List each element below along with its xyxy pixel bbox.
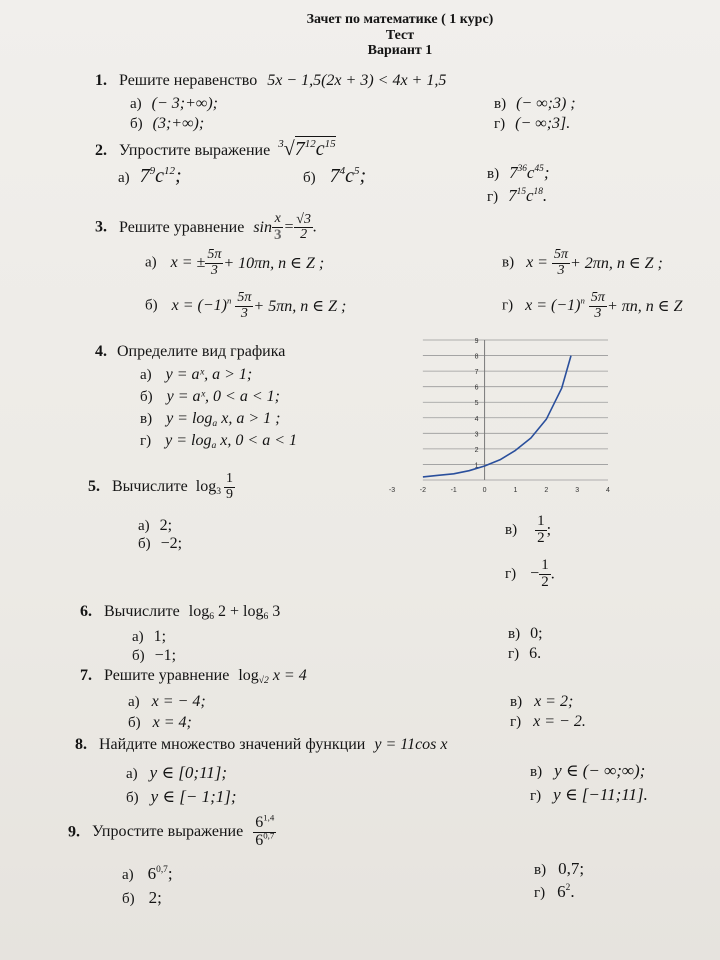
option-prefix: x = ± [170,254,206,272]
base: 7 [508,186,517,205]
denominator: 3 [240,305,248,321]
prefix-text: x = (−1) [525,297,581,315]
question-number: 1. [95,72,107,89]
option-label: в) [534,862,547,878]
option-value: y = aˣ, 0 < a < 1; [166,388,280,405]
option-label: в) [510,694,523,710]
minus-sign: − [530,565,540,583]
function-name: y = log [165,432,212,449]
option-value: y = aˣ, a > 1; [165,366,253,383]
y-tick-label: 6 [474,384,479,392]
option-label: г) [508,646,520,662]
option-v[interactable] [505,514,551,547]
log-expression [189,603,281,620]
option-label: г) [502,297,514,314]
question-number: 7. [80,667,92,684]
option-a[interactable] [138,517,172,535]
option-label: а) [140,367,152,383]
numerator: 5π [590,290,605,305]
option-b[interactable] [145,291,346,321]
option-value [509,163,549,182]
punctuation: ; [543,163,550,182]
variant-label: Вариант 1 [367,43,433,58]
option-label: в) [494,96,507,112]
question-9 [68,812,276,850]
option-label: б) [303,170,316,186]
exponent: 18 [533,187,543,197]
option-label: г) [530,788,542,804]
option-value: −1; [154,647,177,664]
option-g[interactable] [508,645,541,663]
question-expression: y = 11cos x [374,736,448,753]
option-value: y ∈ [− 1;1]; [150,787,237,806]
punctuation: . [542,186,548,205]
option-value: (− 3;+∞); [151,95,218,112]
log-base: a [212,417,218,429]
log-expression [195,478,222,498]
option-value [148,864,173,883]
option-a[interactable] [128,693,206,711]
option-value: −2; [160,535,183,552]
log-base: √2 [258,674,269,686]
question-text: Решите уравнение [104,667,230,684]
log-expression [238,667,306,684]
option-label: б) [140,389,153,405]
denominator: 3 [594,305,602,321]
option-prefix [172,297,232,314]
exponent: n [580,295,585,306]
function-name: log [195,478,217,496]
y-tick-label: 8 [474,353,479,361]
x-tick-label: 2 [544,487,549,494]
prefix-text: x = (−1) [171,297,227,315]
y-tick-label: 7 [474,369,479,377]
punctuation: . [312,218,317,236]
option-g[interactable] [534,882,575,902]
numerator: 1 [537,513,545,529]
option-label: в) [140,411,153,427]
exponent: 4 [339,164,346,177]
exponent: 1,4 [263,812,275,823]
option-label: г) [494,116,506,132]
log-base: 6 [263,610,269,622]
question-text: Упростите выражение [119,142,271,159]
root-expression: $^3√7^{12}c^{15}$ [278,137,336,160]
option-suffix: x, 0 < a < 1 [216,432,297,449]
option-v[interactable] [534,859,584,879]
log-base: 6 [209,610,215,622]
root-index: 3 [278,137,284,150]
option-value: x = − 2. [533,713,586,730]
x-tick-label: 0 [482,487,487,494]
numerator: 1 [226,471,234,486]
option-value: y ∈ [0;11]; [149,763,228,782]
question-text: Вычислите [104,603,180,620]
option-value: 6. [529,645,542,662]
variable: c [526,186,534,205]
option-label: б) [130,116,143,132]
test-subtitle: Тест [385,28,415,43]
function-name: log [238,667,259,684]
question-number: 5. [88,478,100,496]
expression-part: x = 4 [268,667,307,684]
x-tick-label: -3 [388,487,396,494]
base: 7 [294,138,305,160]
option-value: x = − 4; [151,693,206,710]
option-g[interactable] [140,432,297,450]
y-tick-label: 9 [474,338,479,345]
option-value: y ∈ (− ∞;∞); [554,761,646,780]
option-prefix: x = [526,254,552,272]
variable: c [526,163,535,182]
exponent: 15 [324,137,336,150]
x-tick-label: -2 [419,487,426,494]
exponent: 12 [164,164,176,177]
punctuation: . [550,565,555,583]
exponent: 9 [149,164,156,177]
option-value [330,165,367,187]
option-label: б) [126,790,139,806]
function-name: y = log [166,410,213,427]
option-label: г) [505,565,517,582]
option-value [140,165,182,187]
option-label: а) [132,629,144,645]
y-tick-label: 1 [474,462,479,470]
numerator: 5π [553,247,568,262]
fraction [589,291,607,321]
denominator: 3 [210,262,218,278]
exponent: 15 [516,187,526,197]
option-value: (3;+∞); [152,115,205,132]
denominator: 2 [300,227,308,243]
punctuation: . [570,882,575,901]
denominator: 3 [273,226,282,243]
option-v[interactable] [487,163,549,183]
fraction [235,291,253,321]
punctuation: ; [546,521,552,539]
question-number: 4. [95,343,107,360]
option-value [557,882,574,901]
numerator: 5π [207,247,222,262]
fraction [552,248,570,278]
option-label: б) [128,715,141,731]
exponent: 36 [517,164,527,174]
denominator: 3 [557,262,565,278]
exponent: 5 [354,164,360,177]
option-a[interactable] [145,248,324,278]
question-8 [75,736,448,754]
option-value [508,186,547,205]
option-g[interactable] [510,713,586,731]
base: 6 [255,814,264,831]
option-value: (− ∞;3) ; [516,95,576,112]
test-title: Зачет по математике ( 1 курс) [306,12,494,27]
denominator: 2 [541,573,549,590]
numerator: x [272,212,284,228]
option-label: б) [145,297,158,314]
exponent: n [227,295,232,306]
exponent: 0,7 [156,865,168,875]
denominator: 2 [537,529,545,546]
option-a[interactable] [130,95,218,113]
question-5 [88,472,235,502]
question-text: Определите вид графика [117,343,286,360]
question-number: 9. [68,823,80,841]
option-value [165,432,297,449]
question-expression: 5x − 1,5(2x + 3) < 4x + 1,5 [267,72,447,89]
option-v[interactable] [140,410,280,428]
option-label: в) [508,626,521,642]
option-prefix [525,297,585,314]
numerator: 1 [541,557,549,573]
option-b[interactable] [138,535,182,553]
option-value: x = 2; [534,693,574,710]
question-text: Решите неравенство [119,72,258,89]
x-tick-label: 3 [575,487,580,494]
option-label: а) [130,96,142,112]
base: 7 [509,163,518,182]
option-v[interactable] [530,761,645,781]
option-b[interactable] [122,888,162,908]
base: 7 [329,165,340,187]
fraction [294,213,313,243]
option-b[interactable] [130,115,204,133]
option-suffix: + 5πn, n ∈ Z ; [253,298,347,316]
punctuation: ; [167,864,173,883]
question-7 [80,667,307,685]
option-v[interactable] [508,625,543,643]
option-value: y ∈ [−11;11]. [553,785,648,804]
option-label: а) [128,694,140,710]
question-4 [95,343,285,361]
option-a[interactable] [122,864,173,884]
function-name: log [188,603,210,620]
option-label: а) [118,170,130,186]
option-label: а) [126,766,138,782]
x-tick-label: -1 [450,487,457,494]
option-value: 2; [159,517,173,534]
option-suffix: + πn, n ∈ Z [606,298,683,316]
expression-part: 2 + log [214,603,264,620]
fraction [539,558,551,591]
option-label: в) [530,764,543,780]
base: 7 [139,165,150,187]
option-label: б) [138,536,151,552]
option-value: 1; [153,628,167,645]
y-tick-label: 3 [474,431,479,439]
punctuation: ; [175,165,182,187]
question-3: 3. Решите уравнение sin $\frac{x}{3}$ = $\frac{√3}{2}$ . [95,211,317,243]
option-label: г) [534,885,546,901]
option-v[interactable] [494,95,576,113]
option-label: а) [145,254,157,271]
option-label: г) [487,189,499,205]
fraction [253,812,276,850]
denominator [253,830,276,850]
option-suffix: x, a > 1 ; [217,410,281,427]
option-g[interactable] [502,291,683,321]
option-g[interactable] [505,558,555,591]
question-text: Найдите множество значений функции [99,736,366,753]
numerator: √3 [296,211,311,227]
y-tick-label: 5 [474,400,479,408]
option-a[interactable] [132,628,166,646]
option-value [166,410,280,427]
option-value: x = 4; [152,714,192,731]
option-label: г) [140,433,152,449]
fraction [272,212,284,243]
option-label: а) [138,518,150,534]
exponent: 12 [304,137,316,150]
fraction [224,472,235,502]
option-b[interactable] [303,165,366,188]
option-v[interactable] [510,693,573,711]
base: 6 [255,831,264,849]
punctuation: ; [359,165,367,187]
fraction [205,248,223,278]
series-line [423,353,571,477]
option-value: 0,7; [558,859,585,878]
option-suffix: + 10πn, n ∈ Z ; [223,255,325,273]
option-label: в) [505,521,518,538]
option-a[interactable] [118,165,182,188]
question-6 [80,603,280,621]
base: 6 [557,882,566,901]
log-base: 3 [216,486,222,498]
y-tick-label: 4 [474,415,479,423]
option-a[interactable] [126,763,227,783]
option-label: в) [502,254,515,271]
question-number: 2. [95,142,107,159]
variable: c [155,165,165,187]
option-g[interactable] [487,186,547,206]
function-name: sin [253,218,272,236]
exponent: 2 [565,883,571,893]
option-label: б) [132,648,145,664]
base: 6 [147,864,157,883]
question-text: Вычислите [112,478,188,496]
x-tick-label: 4 [606,487,610,494]
option-suffix: + 2πn, n ∈ Z ; [570,255,663,273]
y-tick-label: 2 [474,446,479,454]
option-g[interactable] [494,115,570,133]
log-base: a [211,439,217,451]
option-v[interactable] [502,248,663,278]
option-g[interactable] [530,785,648,805]
option-value: (− ∞;3]. [515,115,571,132]
question-number: 6. [80,603,92,620]
option-label: г) [510,714,522,730]
fraction [535,514,547,547]
exponent: 0,7 [263,830,275,841]
question-number: 3. [95,218,107,236]
option-b[interactable] [140,388,280,406]
expression-part: 3 [268,603,281,620]
exponent: 45 [534,164,544,174]
option-a[interactable] [140,366,252,384]
question-text: Решите уравнение [119,218,245,236]
exponential-graph [380,332,620,498]
option-value: 0; [530,625,543,642]
option-label: в) [487,166,500,182]
option-value: 2; [148,888,162,907]
option-b[interactable] [128,714,192,732]
question-1 [95,72,446,90]
denominator: 9 [226,486,234,502]
option-b[interactable] [132,647,176,665]
question-text: Упростите выражение [92,823,244,841]
variable: c [315,138,325,160]
option-label: б) [122,891,135,907]
variable: c [345,165,355,187]
option-label: а) [122,867,134,883]
question-2 [95,138,336,161]
question-number: 8. [75,736,87,753]
numerator: 5π [237,290,252,305]
x-tick-label: 1 [513,487,518,494]
option-b[interactable] [126,787,237,807]
